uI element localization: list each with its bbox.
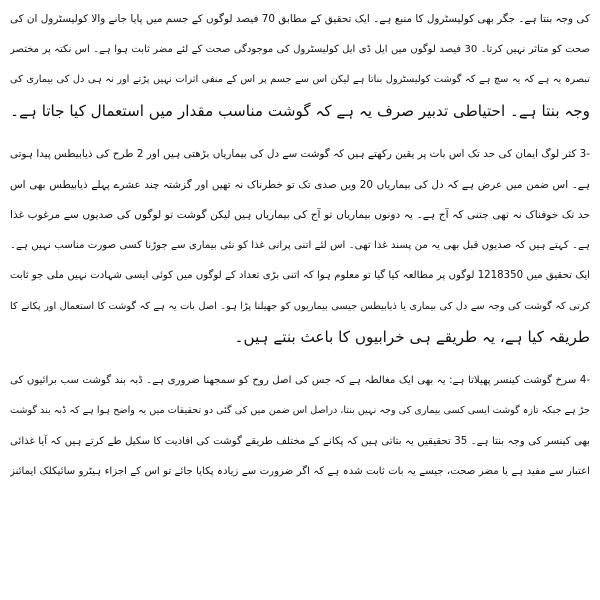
text-line: جڑ ہے جبکہ تازہ گوشت ایسی کسی بیماری کی وجہ نہیں بنتا، دراصل اس ضمن میں کی گئی دو تحقیقات میں یہ واضح ہوا ہے کہ ڈبہ بند گوشت [10,405,590,416]
text-line: ہے۔ اس ضمن میں عرض ہے کہ دل کی بیماریاں 20 ویں صدی تک تو خطرناک نہ تھیں اور گزشتہ چند عشرے پہلے ذیابیطس بھی اس [10,178,590,191]
text-line: اعتبار سے مفید ہے یا مضر صحت، جیسے یہ بات ثابت شدہ ہے کہ اگر ضرورت سے زیادہ پکایا جائے تو اس کے اجزاء ہیٹرو سائیکلک ایمائنز [10,466,590,477]
text-line: -4 سرخ گوشت کینسر پھیلاتا ہے: یہ بھی ایک مغالطہ ہے کہ جس کی اصل روح کو سمجھنا ضروری ہے۔ ڈبہ بند گوشت سب برائیوں کی [10,374,590,386]
text-line: بھی کینسر کی وجہ بنتا ہے۔ 35 تحقیقیں یہ بتاتی ہیں کہ پکانے کے مختلف طریقے گوشت کی افادیت کا سکیل طے کرتے ہیں کہ آیا غذائی [10,435,590,447]
text-line: ہے۔ کہتے ہیں کہ صدیوں قبل بھی یہ من پسند غذا تھی۔ اس لئے اتنی پرانی غذا کو نئی بیماری سے جوڑنا کسی صورت مناسب نہیں ہے۔ [10,239,590,251]
text-line: -3 کثر لوگ ایمان کی حد تک اس بات پر یقین رکھتے ہیں کہ گوشت سے دل کی بیماریاں بڑھتی ہیں اور 2 طرح کی ذیابیطس پیدا ہوتی [10,148,590,160]
text-line: ایک تحقیق میں 1218350 لوگوں پر مطالعہ کیا گیا تو معلوم ہوا کہ اتنی بڑی تعداد کے لوگوں میں کوئی ایسی شہادت نہیں ملی جو ثابت [10,270,590,281]
paragraph-red-meat-cancer [10,366,590,488]
text-line: کی وجہ بنتا ہے۔ جگر بھی کولیسٹرول کا منبع ہے۔ ایک تحقیق کے مطابق 70 فیصد لوگوں کے جسم میں پایا جانے والا کولیسٹرول ان کی [10,13,590,25]
text-line: وجہ بنتا ہے۔ احتیاطی تدبیر صرف یہ ہے کہ گوشت مناسب مقدار میں استعمال کیا جاتا ہے۔ [10,101,590,120]
text-line: تبصرہ یہ ہے کہ یہ سچ ہے کہ گوشت کولیسٹرول بناتا ہے لیکن اس سے جسم پر اس کے منفی اثرات نہیں پڑتے اور نہ ہی دل کی بیماری کی [10,74,590,85]
text-line: طریقہ کیا ہے، یہ طریقے ہی خرابیوں کا باعث بنتے ہیں۔ [234,328,590,346]
paragraph-cholesterol [10,4,590,126]
paragraph-heart-disease-diabetes [10,139,590,353]
text-line: حد تک خوفناک نہ تھی جتنی کہ آج ہے۔ یہ دونوں بیماریاں تو آج کی بیماریاں ہیں لیکن گوشت تو لوگوں کی صدیوں سے مرغوب غذا [10,209,590,221]
text-line: صحت کو متاثر نہیں کرتا۔ 30 فیصد لوگوں میں ایل ڈی ایل کولیسٹرول کی موجودگی صحت کے لئے مضر ثابت ہوا ہے۔ اس نکتہ پر مختصر [10,43,590,55]
text-line: کرتی کہ گوشت کی وجہ سے دل کی بیماری یا ذیابیطس جیسی بیماریوں کو جھیلنا پڑا ہو۔ اصل بات یہ ہے کہ گوشت کا استعمال اور پکانے کا [10,300,590,312]
